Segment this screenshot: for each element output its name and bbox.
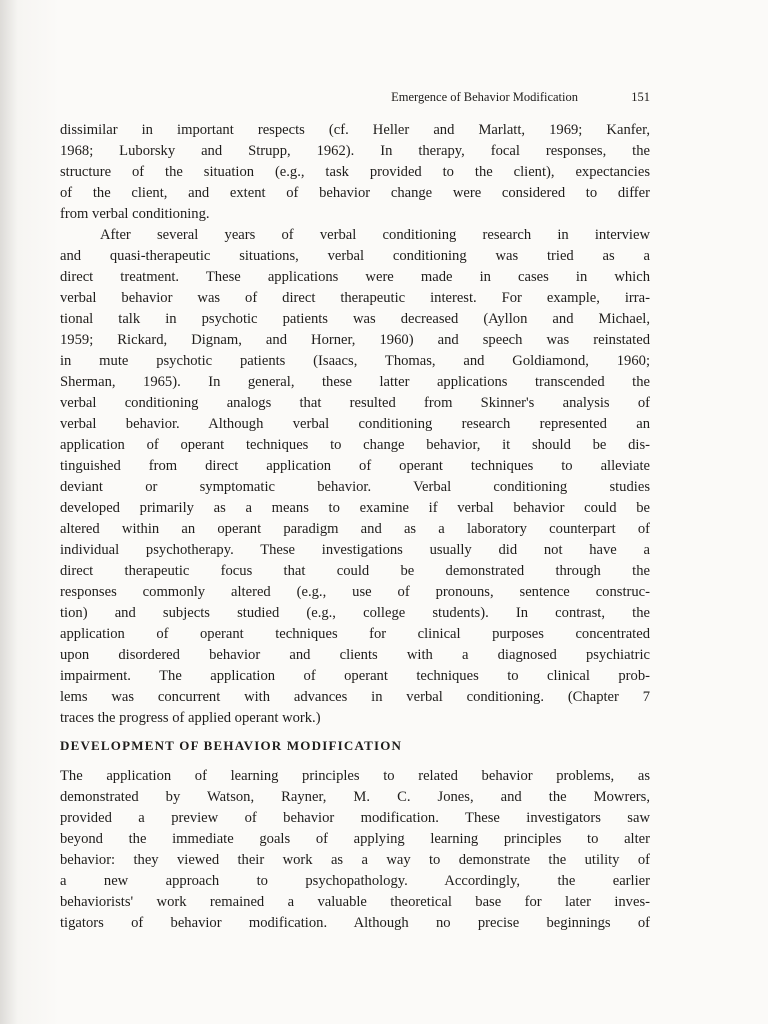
text-line: traces the progress of applied operant work.) [60, 710, 321, 726]
text-line: and quasi-therapeutic situations, verbal conditioning was tried as a [60, 248, 650, 264]
text-line: provided a preview of behavior modification. These investigators saw [60, 810, 650, 826]
text-line: of the client, and extent of behavior change were considered to differ [60, 185, 650, 201]
text-line: direct treatment. These applications were made in cases in which [60, 269, 650, 285]
section-heading: DEVELOPMENT OF BEHAVIOR MODIFICATION [60, 738, 403, 753]
page-number: 151 [631, 90, 650, 104]
text-line: lems was concurrent with advances in verbal conditioning. (Chapter 7 [60, 689, 650, 705]
text-line: demonstrated by Watson, Rayner, M. C. Jones, and the Mowrers, [60, 789, 650, 805]
text-line: beyond the immediate goals of applying learning principles to alter [60, 831, 650, 847]
text-line: dissimilar in important respects (cf. Heller and Marlatt, 1969; Kanfer, [60, 122, 650, 138]
text-line: altered within an operant paradigm and as a laboratory counterpart of [60, 521, 650, 537]
text-line: deviant or symptomatic behavior. Verbal conditioning studies [60, 479, 650, 495]
paragraph-continued [60, 120, 650, 225]
text-line: behavior: they viewed their work as a way to demonstrate the utility of [60, 852, 650, 868]
paragraph-verbal-conditioning [60, 225, 650, 729]
text-line: responses commonly altered (e.g., use of pronouns, sentence construc- [60, 584, 650, 600]
text-line: After several years of verbal conditioning research in interview [100, 227, 650, 243]
text-line: The application of learning principles to related behavior problems, as [60, 768, 650, 784]
text-line: structure of the situation (e.g., task provided to the client), expectancies [60, 164, 650, 180]
text-line: tion) and subjects studied (e.g., college students). In contrast, the [60, 605, 650, 621]
text-line: application of operant techniques to change behavior, it should be dis- [60, 437, 650, 453]
body-text-upper [60, 120, 650, 729]
text-line: developed primarily as a means to examine if verbal behavior could be [60, 500, 650, 516]
text-line: Sherman, 1965). In general, these latter applications transcended the [60, 374, 650, 390]
text-line: tional talk in psychotic patients was decreased (Ayllon and Michael, [60, 311, 650, 327]
text-line: behaviorists' work remained a valuable theoretical base for later inves- [60, 894, 650, 910]
running-head [60, 90, 650, 106]
body-text-lower [60, 766, 650, 934]
text-line: from verbal conditioning. [60, 206, 210, 222]
running-title: Emergence of Behavior Modification [391, 90, 578, 104]
text-line: individual psychotherapy. These investigations usually did not have a [60, 542, 650, 558]
text-line: application of operant techniques for clinical purposes concentrated [60, 626, 650, 642]
text-line: a new approach to psychopathology. Accordingly, the earlier [60, 873, 650, 889]
text-line: upon disordered behavior and clients with a diagnosed psychiatric [60, 647, 650, 663]
text-line: verbal behavior. Although verbal conditioning research represented an [60, 416, 650, 432]
text-line: tigators of behavior modification. Although no precise beginnings of [60, 915, 650, 931]
text-line: direct therapeutic focus that could be demonstrated through the [60, 563, 650, 579]
paragraph-development [60, 766, 650, 934]
text-line: verbal conditioning analogs that resulted from Skinner's analysis of [60, 395, 650, 411]
text-line: 1968; Luborsky and Strupp, 1962). In therapy, focal responses, the [60, 143, 650, 159]
text-line: 1959; Rickard, Dignam, and Horner, 1960) and speech was reinstated [60, 332, 650, 348]
text-line: in mute psychotic patients (Isaacs, Thomas, and Goldiamond, 1960; [60, 353, 650, 369]
text-line: verbal behavior was of direct therapeutic interest. For example, irra- [60, 290, 650, 306]
text-line: impairment. The application of operant techniques to clinical prob- [60, 668, 650, 684]
text-line: tinguished from direct application of operant techniques to alleviate [60, 458, 650, 474]
